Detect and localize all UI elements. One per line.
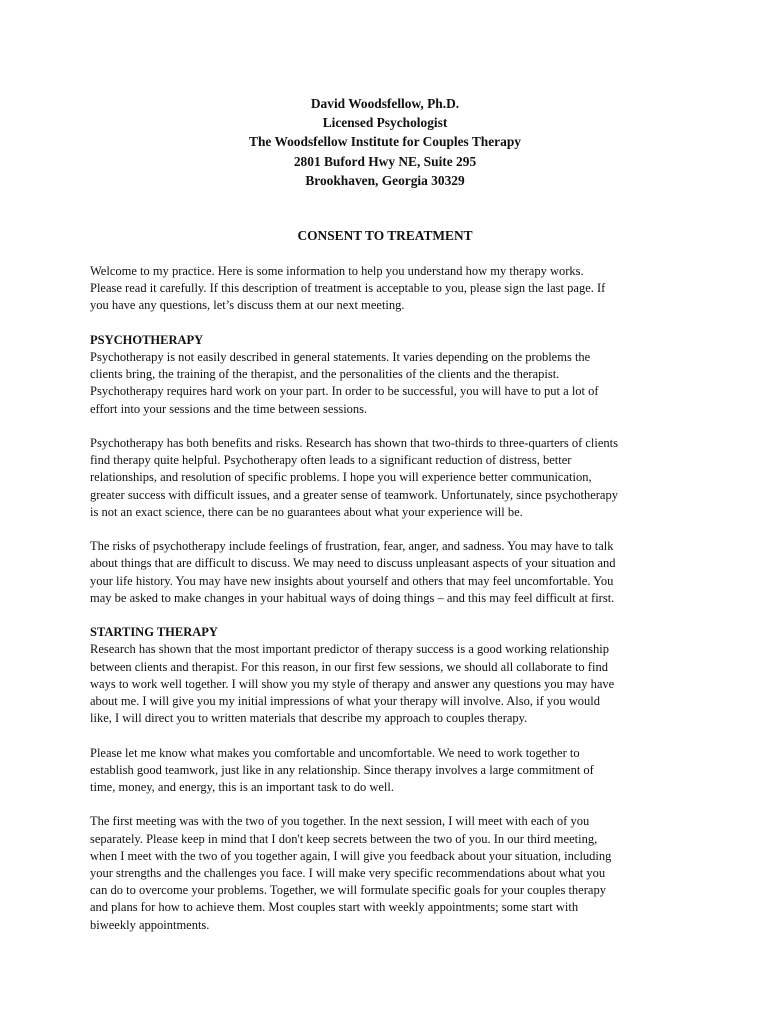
text-line: The first meeting was with the two of you together. In the next session, I will meet with each of you	[90, 814, 590, 829]
paragraph	[90, 332, 680, 418]
text-line: relationships, and resolution of specific problems. I hope you will experience better communication,	[90, 470, 592, 485]
paragraph	[90, 624, 680, 727]
intro-line: you have any questions, let’s discuss them at our next meeting.	[90, 298, 405, 313]
text-line: effort into your sessions and the time between sessions.	[90, 401, 368, 416]
document-title: CONSENT TO TREATMENT	[297, 228, 473, 243]
text-line: time, money, and energy, this is an important task to do well.	[90, 780, 394, 795]
letterhead	[0, 94, 770, 190]
paragraph	[90, 813, 680, 933]
text-line: may be asked to make changes in your habitual ways of doing things – and this may feel difficult at first.	[90, 590, 615, 605]
text-line: about me. I will give you my initial impressions of what your therapy will involve. Also, if you would	[90, 694, 601, 709]
document-body	[90, 263, 680, 951]
intro-line: Welcome to my practice. Here is some information to help you understand how my therapy works.	[90, 264, 584, 278]
psychologist-title: Licensed Psychologist	[322, 115, 448, 131]
text-line: greater success with difficult issues, and a greater sense of teamwork. Unfortunately, since psychotherapy	[90, 487, 618, 502]
text-line: separately. Please keep in mind that I don't keep secrets between the two of you. In our third meeting,	[90, 831, 598, 846]
text-line: is not an exact science, there can be no guarantees about what your experience will be.	[90, 504, 523, 519]
section-heading: STARTING THERAPY	[90, 625, 218, 640]
paragraph	[90, 538, 680, 607]
text-line: clients bring, the training of the therapist, and the personalities of the clients and the therapist.	[90, 367, 560, 382]
text-line: Psychotherapy is not easily described in general statements. It varies depending on the problems the	[90, 350, 591, 364]
text-line: Please let me know what makes you comfortable and uncomfortable. We need to work together to	[90, 745, 580, 760]
text-line: Research has shown that the most important predictor of therapy success is a good working relationship	[90, 642, 609, 657]
text-line: biweekly appointments.	[90, 917, 210, 932]
text-line: The risks of psychotherapy include feelings of frustration, fear, anger, and sadness. You may have to talk	[90, 539, 614, 554]
intro-paragraph	[90, 263, 680, 315]
street-address: 2801 Buford Hwy NE, Suite 295	[293, 153, 477, 169]
text-line: find therapy quite helpful. Psychotherapy often leads to a significant reduction of distress, better	[90, 453, 572, 468]
text-line: ways to work well together. I will show you my style of therapy and answer any questions you may have	[90, 676, 615, 691]
text-line: between clients and therapist. For this reason, in our first few sessions, we should all collaborate to find	[90, 659, 608, 674]
text-line: Psychotherapy has both benefits and risks. Research has shown that two-thirds to three-quarters of clients	[90, 436, 618, 450]
paragraph	[90, 435, 680, 521]
intro-line: Please read it carefully. If this description of treatment is acceptable to you, please sign the last page. If	[90, 281, 606, 296]
section-starting-therapy	[90, 624, 680, 934]
text-line: your strengths and the challenges you face. I will make very specific recommendations about what you	[90, 866, 606, 881]
institute-name: The Woodsfellow Institute for Couples Therapy	[249, 134, 521, 150]
text-line: like, I will direct you to written materials that describe my approach to couples therapy.	[90, 711, 528, 726]
section-heading: PSYCHOTHERAPY	[90, 332, 204, 347]
psychologist-name: David Woodsfellow, Ph.D.	[310, 96, 460, 111]
text-line: and plans for how to achieve them. Most couples start with weekly appointments; some start with	[90, 900, 579, 915]
text-line: establish good teamwork, just like in any relationship. Since therapy involves a large commitment of	[90, 762, 594, 777]
paragraph	[90, 745, 680, 797]
city-state-zip: Brookhaven, Georgia 30329	[305, 172, 465, 188]
text-line: your life history. You may have new insights about yourself and others that may feel uncomfortable. You	[90, 573, 614, 588]
text-line: about things that are difficult to discuss. We may need to discuss unpleasant aspects of your situation and	[90, 556, 616, 571]
text-line: Psychotherapy requires hard work on your part. In order to be successful, you will have to put a lot of	[90, 384, 599, 399]
text-line: when I meet with the two of you together again, I will give you feedback about your situation, including	[90, 848, 612, 863]
text-line: can do to overcome your problems. Together, we will formulate specific goals for your couples therapy	[90, 883, 606, 898]
section-psychotherapy	[90, 332, 680, 607]
